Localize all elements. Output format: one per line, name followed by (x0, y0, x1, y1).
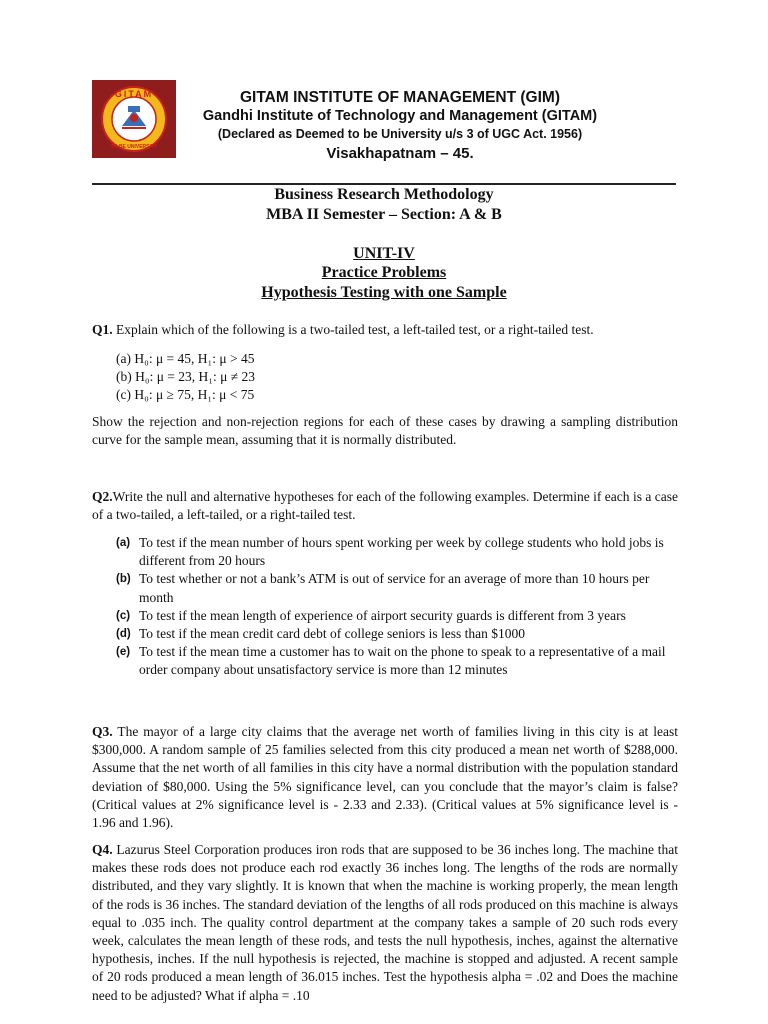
list-item-label: (c) (116, 609, 131, 622)
unit-subtitle: Practice Problems (321, 264, 447, 281)
list-item-text: To test whether or not a bank’s ATM is out of service for an average of more than 10 hours per month (139, 571, 650, 605)
unit-topic: Hypothesis Testing with one Sample (261, 284, 507, 301)
question-3-number: Q3. (92, 724, 113, 739)
university-name: Gandhi Institute of Technology and Management (GITAM) (202, 108, 598, 124)
list-item-label: (d) (116, 628, 131, 641)
list-item-label: (a) (116, 537, 131, 549)
gitam-logo (92, 80, 176, 158)
question-2-list (116, 534, 678, 680)
university-declaration: (Declared as Deemed to be University u/s 3 of UGC Act. 1956) (217, 127, 583, 141)
list-item (116, 643, 678, 679)
list-item (116, 534, 678, 570)
list-item (116, 607, 678, 625)
list-item-text: To test if the mean number of hours spent working per week by college students who hold jobs is different from 20 hours (139, 535, 664, 569)
logo-motto: TO BE UNIVERSITY (110, 144, 158, 150)
list-item-text: To test if the mean credit card debt of college seniors is less than $1000 (139, 626, 525, 642)
question-1-option: (c) H₀: μ ≥ 75, H₁: μ < 75 (116, 387, 255, 403)
question-1-options (116, 350, 416, 405)
course-title: Business Research Methodology (274, 186, 494, 203)
list-item (116, 570, 678, 606)
list-item-text: To test if the mean time a customer has to wait on the phone to speak to a representative of a mail order company about unsatisfactory service is more than 12 minutes (139, 644, 666, 678)
question-1-text: Explain which of the following is a two-tailed test, a left-tailed test, or a right-tailed test. (116, 322, 594, 337)
question-2-number: Q2. (92, 489, 113, 504)
question-1-number: Q1. (92, 322, 113, 337)
list-item-label: (e) (116, 646, 131, 659)
question-2 (92, 488, 678, 524)
question-3-text: The mayor of a large city claims that the average net worth of families living in this city is at least $300,000. A random sample of 25 families selected from this city produced a mean net worth of $288,000. Assume that the net worth of all families in this city have a normal distribution with the population standard deviation of $80,000. Using the 5% significance level, can you conclude that the mayor’s claim is false? (Critical values at 2% significance level is - 2.33 and 2.33). (Critical values at 5% significance level is - 1.96 and 1.96). (92, 724, 678, 831)
list-item-text: To test if the mean length of experience of airport security guards is different from 3 years (139, 607, 626, 623)
university-city: Visakhapatnam – 45. (326, 145, 474, 162)
institute-name: GITAM INSTITUTE OF MANAGEMENT (GIM) (239, 89, 560, 106)
list-item-label: (b) (116, 573, 131, 586)
question-4-number: Q4. (92, 842, 113, 857)
gitam-seal-icon (92, 80, 176, 158)
list-item (116, 625, 678, 643)
question-1 (92, 321, 678, 339)
question-1-option: (a) H₀: μ = 45, H₁: μ > 45 (116, 351, 255, 366)
course-semester: MBA II Semester – Section: A & B (266, 206, 502, 223)
question-1-option: (b) H₀: μ = 23, H₁: μ ≠ 23 (116, 369, 256, 385)
question-1-followup: Show the rejection and non-rejection regions for each of these cases by drawing a sampling distribution curve for the sample mean, assuming that it is normally distributed. (92, 414, 678, 448)
question-4-text: Lazurus Steel Corporation produces iron rods that are supposed to be 36 inches long. The machine that makes these rods does not produce each rod exactly 36 inches long. The lengths of the rods are normally distributed, and they vary slightly. It is known that when the machine is working properly, the mean length of the rods is 36 inches. The standard deviation of the lengths of all rods produced on this machine is always equal to .035 inch. The quality control department at the company takes a sample of 20 such rods every week, calculates the mean length of these rods, and tests the null hypothesis, inches, against the alternative hypothesis, inches. If the null hypothesis is rejected, the machine is stopped and adjusted. A recent sample of 20 rods produced a mean length of 36.015 inches. Test the hypothesis alpha = .02 and Does the machine need to be adjusted? What if alpha = .10 (92, 842, 678, 1003)
question-2-text: Write the null and alternative hypotheses for each of the following examples. Determine if each is a case of a two-tailed, a left-tailed, or a right-tailed test. (92, 489, 678, 523)
question-4 (92, 841, 678, 1005)
unit-name: UNIT-IV (353, 245, 415, 262)
logo-text: GITAM (114, 89, 154, 99)
question-3 (92, 723, 678, 832)
header-divider (92, 183, 676, 185)
